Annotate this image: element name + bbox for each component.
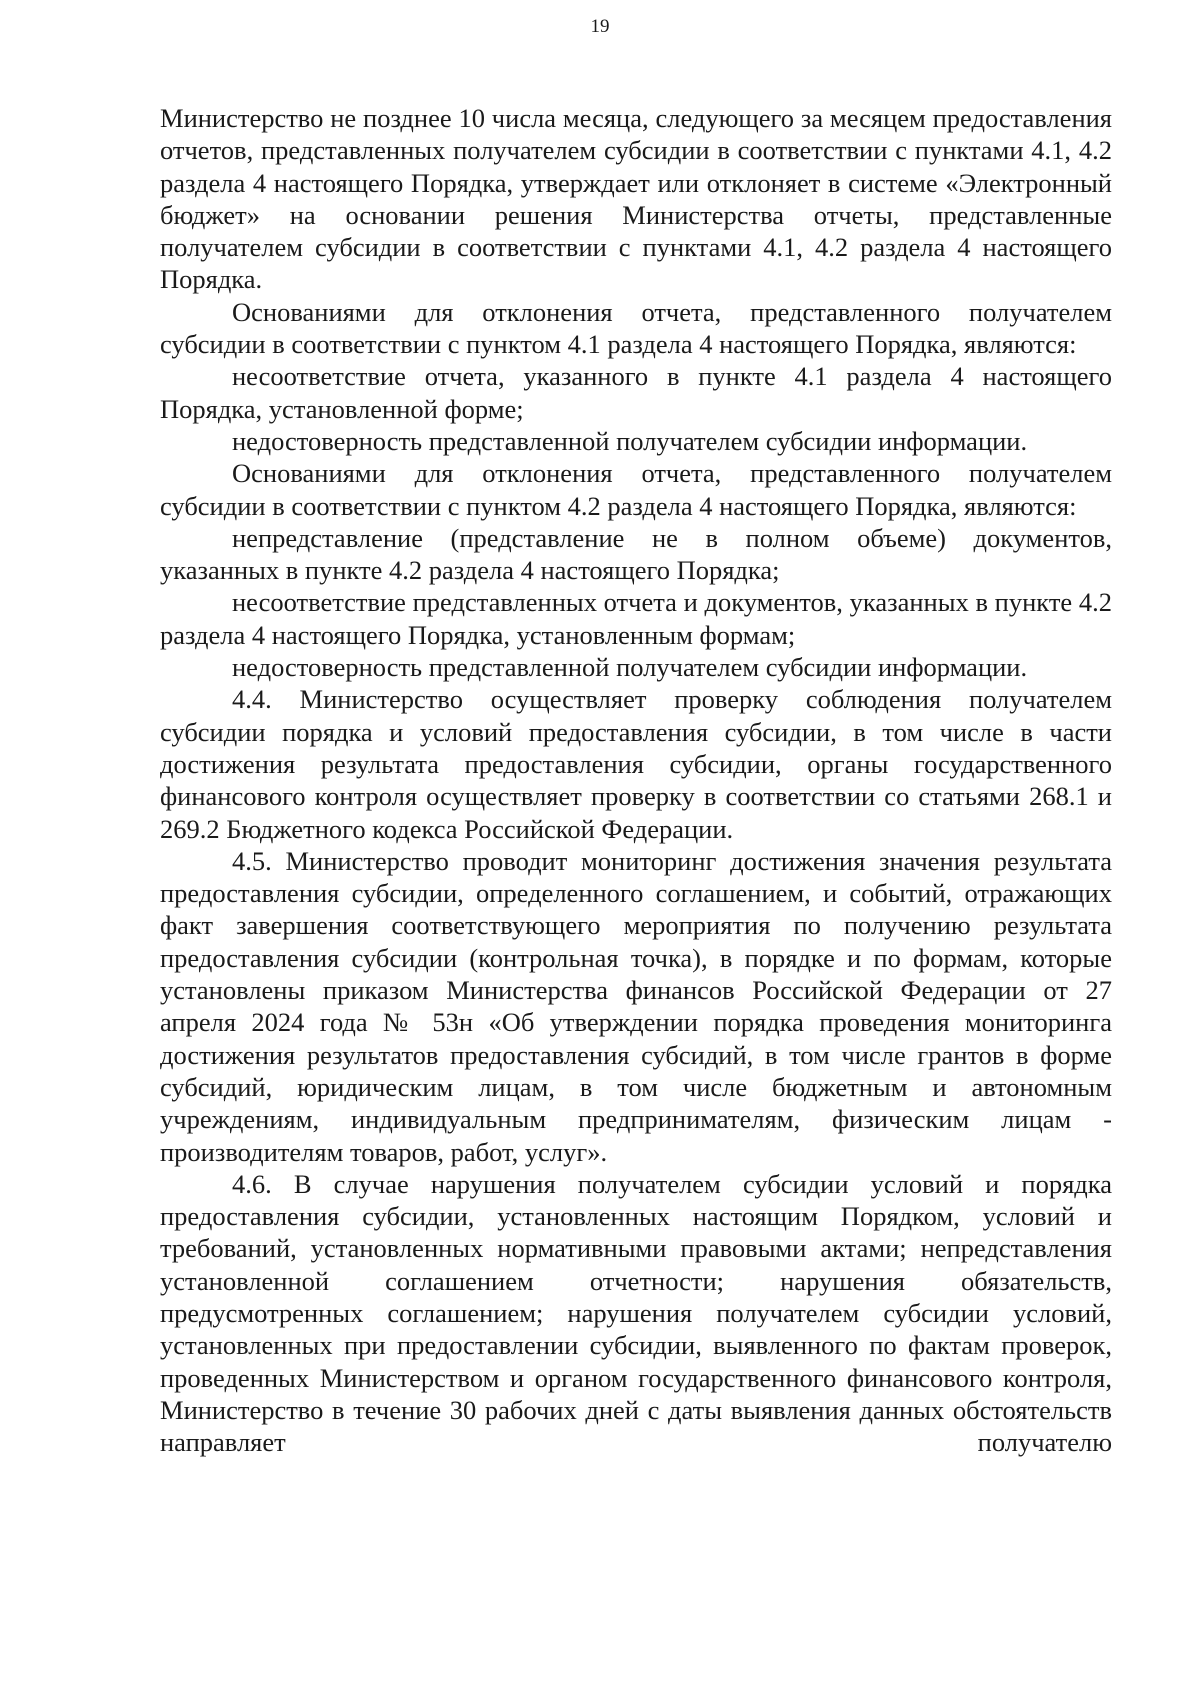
paragraph-non-submission: непредставление (представление не в полном объеме) документов, указанных в пункте 4.2 раздела 4 настоящего Порядка; [160, 522, 1112, 586]
paragraph-unreliable-info: недостоверность представленной получателем субсидии информации. [232, 425, 1028, 456]
paragraph-rejection-grounds-4-1: Основаниями для отклонения отчета, представленного получателем субсидии в соответствии с пунктом 4.1 раздела 4 настоящего Порядка, являются: [160, 296, 1112, 360]
paragraph-section-4-6: 4.6. В случае нарушения получателем субсидии условий и порядка предоставления субсидии, установленных настоящим Порядком, условий и требований, установленных нормативными правовыми актами; непредставления установленной соглашением отчетности; нарушения обязательств, предусмотренных соглашением; нарушения получателем субсидии условий, установленных при предоставлении субсидии, выявленного по фактам проверок, проведенных Министерством и органом государственного финансового контроля, Министерство в течение 30 рабочих дней с даты выявления данных обстоятельств направляет получателю [160, 1168, 1112, 1458]
paragraph-section-4-5: 4.5. Министерство проводит мониторинг достижения значения результата предоставления субсидии, определенного соглашением, и событий, отражающих факт завершения соответствующего мероприятия по получению результата предоставления субсидии (контрольная точка), в порядке и по формам, которые установлены приказом Министерства финансов Российской Федерации от 27 апреля 2024 года № 53н «Об утверждении порядка проведения мониторинга достижения результатов предоставления субсидий, в том числе грантов в форме субсидий, юридическим лицам, в том числе бюджетным и автономным учреждениям, индивидуальным предпринимателям, физическим лицам - производителям товаров, работ, услуг». [160, 845, 1112, 1167]
paragraph-form-mismatch: несоответствие отчета, указанного в пункте 4.1 раздела 4 настоящего Порядка, установленной форме; [160, 361, 1112, 424]
paragraph-rejection-grounds-4-2: Основаниями для отклонения отчета, представленного получателем субсидии в соответствии с пунктом 4.2 раздела 4 настоящего Порядка, являются: [160, 458, 1112, 521]
paragraph-section-4-4: 4.4. Министерство осуществляет проверку соблюдения получателем субсидии порядка и условий предоставления субсидии, в том числе в части достижения результата предоставления субсидии, органы государственного финансового контроля осуществляет проверку в соответствии со статьями 268.1 и 269.2 Бюджетного кодекса Российской Федерации. [160, 684, 1112, 844]
paragraph-unreliable-info-2: недостоверность представленной получателем субсидии информации. [232, 652, 1028, 683]
page-number: 19 [590, 16, 610, 37]
paragraph-report-approval: Министерство не позднее 10 числа месяца, следующего за месяцем предоставления отчетов, представленных получателем субсидии в соответствии с пунктами 4.1, 4.2 раздела 4 настоящего Порядка, утверждает или отклоняет в системе «Электронный бюджет» на основании решения Министерства отчеты, представленные получателем субсидии в соответствии с пунктами 4.1, 4.2 раздела 4 настоящего Порядка. [160, 103, 1112, 295]
paragraph-documents-mismatch: несоответствие представленных отчета и документов, указанных в пункте 4.2 раздела 4 настоящего Порядка, установленным формам; [160, 587, 1112, 650]
document-body [160, 102, 1112, 1458]
